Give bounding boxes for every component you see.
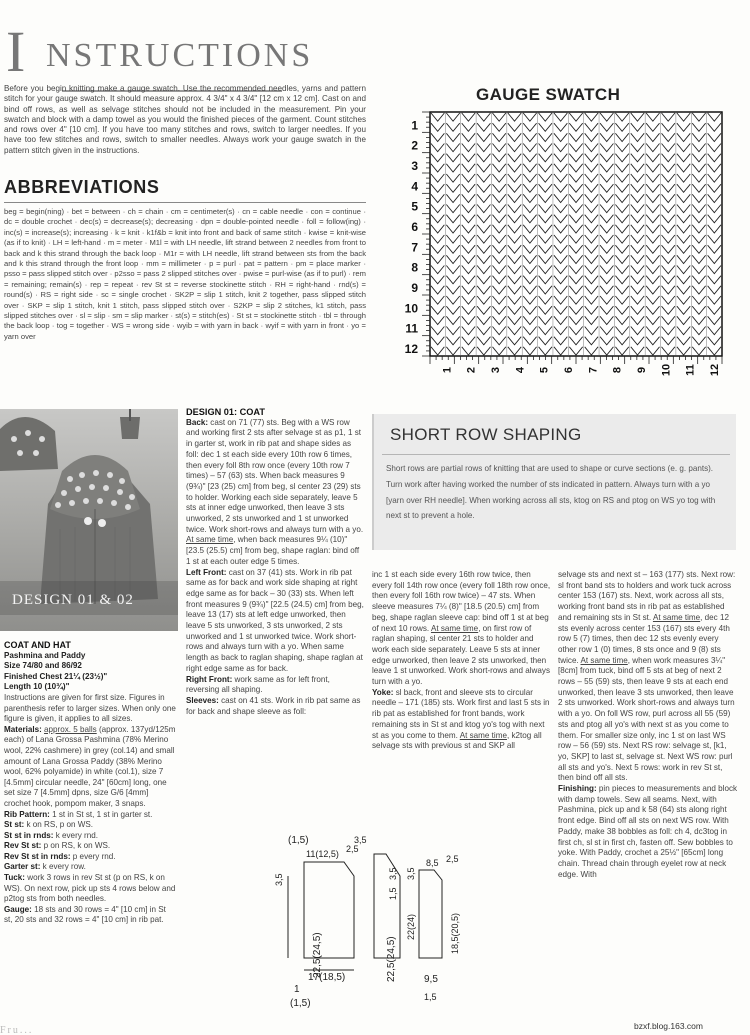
materials-text: (approx. 137yd/125m each) of Lana Grossa Pashmina (78% Merino wool, 22% cashmere) in grey (col.14) and small amount of Lana Grossa Paddy (38% Merino wool, 62% polyamide) in white (col.1), size 7 [4.5mm] circular needle, 24" [60cm] long, one set size 7 [4.5mm] dpns, size G/6 [4mm] crochet hook, pompom maker, 3 snaps.: [4, 724, 176, 808]
schem-top-r2: 3,5: [354, 835, 367, 845]
stitch-def: [4, 873, 176, 905]
materials-label: Materials:: [4, 724, 42, 734]
col3-text3: , k2tog all selvage sts with previous st and SKP all: [372, 730, 542, 751]
col4-text2: , dec 12 sts evenly across center 153 (167) sts every 4th row 5 (7) times, then dec 12 sts evenly every other row 1 (0) times, 8 sts once and 9 (8) sts twice.: [558, 612, 730, 665]
col4-text1: selvage sts and next st – 163 (177) sts. Next row: sl front band sts to holders and work tuck across center 153 (167) sts. Next, work across all sts, working front band sts in rib pat as established and remaining sts in St st.: [558, 570, 736, 622]
design-label: DESIGN 01 & 02: [12, 592, 134, 608]
short-row-rule: [382, 454, 730, 455]
back-text: cast on 71 (77) sts. Beg with a WS row and working first 2 sts after selvage st as p1, 1 st in garter st, work in rib pat and shape sides as foll: dec 1 st each side every 10th row 6 times, then every foll 8th row once (every 10th row 7 times) – 57 (63) sts. When back measures 9 (9¾)" [23 (25) cm] from beg, sl center 23 (29) sts to holder. Working each side separately, leave 5 sts at inner edge unworked, then leave 3 sts unworked, 2 sts unworked and 1 st unworked twice. Work short-rows and always turn with a yo.: [186, 417, 364, 534]
schem-sl-top: 8,5: [426, 858, 439, 868]
schem-mid-side: 22,5(24,5): [386, 936, 397, 982]
size-note: Instructions are given for first size. Figures in parenthesis refer to larger sizes. When only one figure is given, it applies to all sizes.: [4, 692, 176, 724]
col4-link1: At same time: [652, 612, 701, 622]
col-label: 2: [465, 366, 478, 374]
intro-paragraph: Before you begin knitting make a gauge swatch. Use the recommended needles, yarns and pattern stitch for your gauge swatch. It should measure approx. 4 3/4" x 4 3/4" [12 cm x 12 cm]. Cast on and bind off rows, as well as selvage stitches should not be included in the measurement. Pin your swatch and block with a damp towel as you would the finished pieces of the garment. Count stitches and rows over 4" [10 cm]. If you have too many stitches and rows, switch to larger needles. If you have too few stitches and rows, switch to smaller needles. Always work your gauge swatch in the pattern stitch given in the instructions.: [4, 84, 366, 155]
schem-bottom-b: (1,5): [290, 998, 311, 1009]
blog-watermark: bzxf.blog.163.com: [634, 1021, 703, 1031]
back-link: At same time: [186, 535, 234, 545]
row-label: 12: [404, 342, 418, 356]
right-front-paragraph: [186, 675, 364, 696]
left-front-label: Left Front:: [186, 567, 227, 577]
gauge-swatch-diagram: [400, 104, 736, 386]
col3-link1: At same time: [430, 623, 479, 633]
size-line: Size 74/80 and 86/92: [4, 661, 82, 671]
stitch-def: [4, 831, 176, 842]
col3-link2: At same time: [459, 730, 507, 740]
left-column: [4, 640, 176, 926]
schem-top-r1: 2,5: [346, 844, 359, 854]
stitch-def-text: p every rnd.: [70, 851, 116, 861]
title-text: NSTRUCTIONS: [46, 37, 314, 74]
col-label: 7: [587, 366, 600, 374]
row-label: 3: [411, 159, 418, 173]
schem-sl-bottom: 9,5: [424, 974, 438, 985]
stitch-def-text: k on RS, p on WS.: [24, 820, 94, 830]
sleeve-yoke-column: [372, 570, 552, 752]
schem-sl-side3: 18,5(20,5): [450, 912, 460, 954]
coat-photo: [0, 409, 178, 631]
stitch-def-label: Gauge:: [4, 904, 32, 914]
coat-schematic: [274, 830, 460, 1030]
row-label: 11: [405, 321, 418, 336]
stitch-def: [4, 810, 176, 821]
yoke-label: Yoke:: [372, 687, 394, 697]
col-label: 4: [514, 366, 527, 374]
page-footer-left: Fru...: [0, 1025, 34, 1035]
stitch-def-text: k every rnd.: [53, 830, 99, 840]
stitch-def-label: Garter st:: [4, 862, 41, 872]
row-label: 2: [411, 138, 418, 153]
abbreviations-heading: ABBREVIATIONS: [4, 177, 160, 197]
col-label: 3: [490, 366, 502, 374]
stitch-def-text: 1 st in St st, 1 st in garter st.: [49, 809, 153, 819]
row-label: 5: [411, 199, 418, 214]
col3-text1: inc 1 st each side every 16th row twice, then every foll 14th row once (every foll 18th row once, then every foll 16th row twice) – 47 sts. When sleeve measures 7¼ (8)" [18.5 (20.5) cm] from beg, shape raglan sleeve cap: bind off 1 st at beg of next 10 rows.: [372, 570, 551, 633]
schem-left-top: 3,5: [274, 873, 284, 886]
abbreviations-text: beg = begin(ning) · bet = between · ch = chain · cm = centimeter(s) · cn = cable needle · con = continue · dc = double crochet · dec(s) = decrease(s); decreasing · dpn = double-pointed needle · foll = follow(ing) · inc(s) = increase(s); increasing · k = knit · k1f&b = knit into front and back of same stitch · kwise = knit-wise (as if to knit) · LH = left-hand · m = meter · M1l = with LH needle, lift strand between 2 needles from front to back and k this strand through the back loop · M1r = with LH needle, lift strand between sts from the back and k this strand through the front loop · mm = millimeter · p = purl · pat = pattern · pm = place marker · psso = pass slipped stitch over · p2sso = pass 2 slipped stitches over · pwise = purl-wise (as if to purl) · rem = remaining; remain(s) · rep = repeat · rev St st = reverse stockinette stitch · RH = right-hand · rnd(s) = round(s) · RS = right side · sc = single crochet · SK2P = slip 1 stitch, knit 2 together, pass slipped stitch over · SKP = slip 1 stitch, knit 1 stitch, pass slipped stitch over · S2KP = slip 2 stitches, k1 stitch, pass slipped stitches over · sl = slip · sm = slip marker · st(s) = stitch(es) · St st = stockinette stitch · tbl = through the back loop · tog = together · WS = wrong side · wyib = with yarn in back · wyif = with yarn in front · yo = yarn over: [4, 207, 366, 341]
design01-heading: DESIGN 01: COAT: [186, 407, 265, 417]
right-front-text: work same as for left front, reversing all shaping.: [186, 674, 330, 695]
col-label: 9: [636, 366, 648, 374]
schem-left-side: 22,5(24,5): [312, 932, 323, 978]
left-front-text: cast on 37 (41) sts. Work in rib pat same as for back and work side shaping at right edge same as for back – 30 (33) sts. When left front measures 9 (9¾)" [22.5 (24.5) cm] from beg, leave 13 (17) sts at left edge unworked, then leave 5 sts unworked, 3 sts unworked, 2 sts unworked and 1 st unworked twice. Work short-rows and always turn with a yo. When same length as back to raglan shaping, shape raglan at right edge same as for back.: [186, 567, 364, 673]
stitch-def-label: Rev St st in rnds:: [4, 851, 71, 861]
schem-top-left: (1,5): [288, 835, 309, 846]
stitch-def: [4, 841, 176, 852]
left-front-paragraph: [186, 568, 364, 675]
gauge-frame: [430, 112, 722, 356]
stitch-def: [4, 820, 176, 831]
col3-text2: , on first row of raglan shaping, sl center 21 sts to holder and work each side separately. Leave 5 sts at inner edge unworked, then leave 2 sts unworked, then leave 1 st unworked. Work short-rows and always turn with a yo.: [372, 623, 550, 687]
back-text2: , when back measures 9¼ (10)" [23.5 (25.5) cm] from beg, shape raglan: bind off 1 st at each outer edge 5 times.: [186, 535, 360, 566]
schem-sl-side1: 3,5: [406, 867, 416, 880]
schem-mid-top1: 1,5: [388, 887, 398, 900]
row-label: 9: [411, 281, 418, 295]
chest-line: Finished Chest 21¼ (23½)": [4, 671, 108, 681]
col-label: 10: [660, 363, 673, 377]
col-label: 8: [611, 366, 624, 374]
schem-bottom-a: 1: [294, 984, 300, 995]
abbreviations-rule: [4, 202, 366, 203]
design01-column: [186, 407, 364, 717]
schem-sl-top-r: 2,5: [446, 854, 459, 864]
schem-top-mid: 11(12,5): [306, 849, 339, 859]
schem-bottom-width: 17(18,5): [308, 972, 346, 983]
length-line: Length 10 (10¾)": [4, 682, 70, 692]
title-initial: I: [6, 19, 26, 84]
gauge-swatch-title: GAUGE SWATCH: [476, 85, 621, 104]
schem-sl-side2: 22(24): [406, 913, 416, 940]
stitch-def-text: k every row.: [40, 862, 86, 872]
materials-paragraph: [4, 725, 176, 810]
short-row-text: Short rows are partial rows of knitting that are used to shape or curve sections (e. g. pants). Turn work after having worked the number of sts indicated in pattern. Always turn with a yo [yarn over RH needle]. When working across all sts, ktog on RS and ptog on WS yo tog with next st to prevent a hole.: [386, 464, 716, 521]
yoke-text: sl back, front and sleeve sts to circular needle – 171 (185) sts. Work first and last 5 sts in rib pat as established for front bands, work remaining sts in St st and ktog yo's tog with next st as you come to them.: [372, 687, 550, 740]
short-row-title: SHORT ROW SHAPING: [390, 425, 582, 444]
stitch-def-label: Rev St st:: [4, 841, 42, 851]
col-label: 11: [684, 364, 697, 376]
back-paragraph: [186, 418, 364, 568]
row-label: 10: [404, 301, 418, 316]
yarn-line: Pashmina and Paddy: [4, 650, 86, 660]
materials-link: approx. 5 balls: [44, 724, 97, 734]
sleeve-outline: [419, 870, 442, 958]
finishing-text: pin pieces to measurements and block with damp towels. Sew all seams. Next, with Pashmina, pick up and k 58 (64) sts along right front edge. Bind off all sts on next WS row. With Paddy, make 38 bobbles as foll: ch 4, dc3tog in first ch, sl st in first ch, fasten off. Sew bobbles to yoke. With Paddy, crochet a 25½" [65cm] long chain. Thread chain through eyelet row at neck edge. With: [558, 784, 738, 879]
finishing-paragraph: [558, 784, 738, 880]
col-label: 1: [441, 366, 454, 374]
back-label: Back:: [186, 417, 209, 427]
col4-link2: At same time: [580, 655, 628, 665]
col4-text3: , when work measures 3¼" [8cm] from tuck, bind off 5 sts at beg of next 2 rows – 55 (59) sts, then leave 9 sts at each end unworked, then leave 3 sts unworked, then leave 2 sts unworked. Work short-rows and always turn with a yo. On foll WS row, purl across all 55 (59) sts and ptog all yo's with next st as you come to them. For smaller size only, inc 1 st on last WS row – 56 (59) sts. Next RS row: selvage st, [k1, yo, SKP] to last st, selvage st. Next WS row: purl all sts and yo's. Next 5 rows: work in rev St st, then bind off all sts.: [558, 655, 735, 783]
stitch-def-label: Rib Pattern:: [4, 809, 50, 819]
row-label: 7: [411, 240, 418, 255]
schem-sl-bottom-r: 1,5: [424, 992, 437, 1002]
col-label: 6: [563, 366, 575, 374]
schem-mid-top2: 3,5: [388, 867, 398, 880]
stitch-def: [4, 905, 176, 926]
stitch-def-label: St st in rnds:: [4, 830, 54, 840]
stitch-def: [4, 852, 176, 863]
col-label: 5: [538, 366, 551, 374]
stitch-def-text: p on RS, k on WS.: [41, 841, 111, 851]
stitch-def-text: work 3 rows in rev St st (p on RS, k on WS). On next row, pick up sts 4 rows below and p2tog sts from both needles.: [4, 873, 176, 904]
row-label: 6: [411, 220, 418, 234]
yoke-paragraph: [372, 688, 552, 752]
sleeves-paragraph: [186, 696, 364, 717]
col-label: 12: [709, 363, 721, 377]
stitch-def-label: St st:: [4, 820, 25, 830]
stitch-def-label: Tuck:: [4, 873, 25, 883]
sleeves-text: cast on 41 sts. Work in rib pat same as for back and shape sleeve as foll:: [186, 695, 361, 716]
row-label: 4: [411, 179, 418, 194]
sleeves-label: Sleeves:: [186, 695, 219, 705]
coat-hat-heading: COAT AND HAT: [4, 640, 71, 650]
right-front-label: Right Front:: [186, 674, 233, 684]
stitch-definitions: [4, 810, 176, 927]
row-label: 8: [411, 260, 418, 275]
finishing-label: Finishing:: [558, 784, 597, 794]
yoke-continued: [558, 570, 738, 784]
finishing-column: [558, 570, 738, 880]
stitch-def-text: 18 sts and 30 rows = 4" [10 cm] in St st, 20 sts and 32 rows = 4" [10 cm] in rib pat.: [4, 904, 166, 925]
stitch-def: [4, 862, 176, 873]
short-row-box: [372, 414, 736, 550]
row-label: 1: [411, 118, 418, 133]
sleeve-continued: [372, 570, 552, 688]
